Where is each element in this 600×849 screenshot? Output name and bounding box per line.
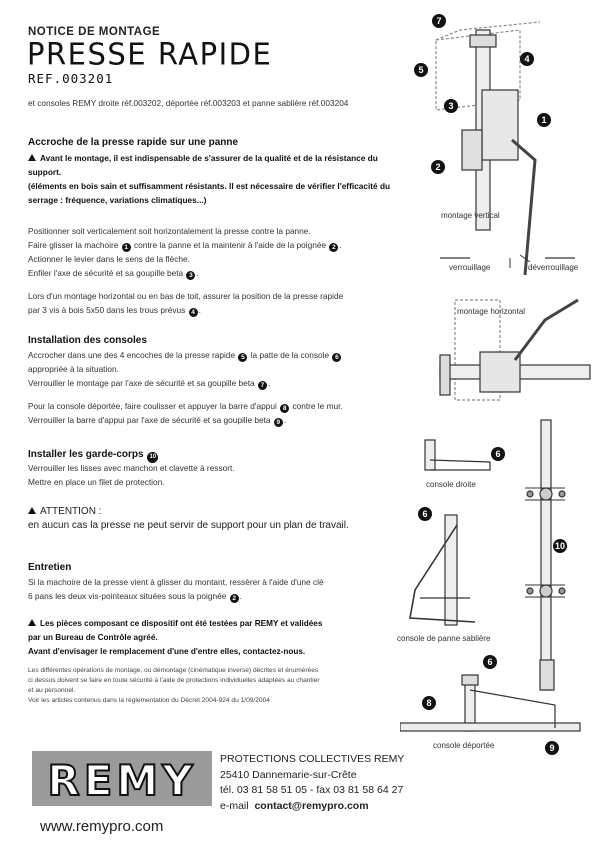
number-badge: 4: [189, 308, 198, 317]
section-accroche-steps: [28, 224, 408, 317]
warning-icon: [28, 619, 36, 626]
company-phone: tél. 03 81 58 51 05 - fax 03 81 58 64 27: [220, 784, 404, 796]
section-title-accroche: Accroche de la presse rapide sur une panne: [28, 137, 239, 148]
caption-deverrouillage: déverrouillage: [528, 263, 579, 272]
step-line: Mettre en place un filet de protection.: [28, 477, 165, 487]
tested-line: Les pièces composant ce dispositif ont été testées par REMY et validées: [28, 617, 408, 631]
tested-line: par un Bureau de Contrôle agréé.: [28, 633, 158, 642]
step-line: 6 pans les deux vis-pointeaux situées sous la poignée 2 .: [28, 591, 242, 602]
step-line: par 3 vis à bois 5x50 dans les trous prévus 4 .: [28, 305, 201, 316]
number-badge: 9: [274, 418, 283, 427]
warning-text-2: (éléments en bois sain et suffisamment résistants. Il est nécessaire de vérifier l'efficacité du serrage : fréquence, variations climatiques...): [28, 181, 391, 205]
number-badge: 5: [238, 353, 247, 362]
small-line: Voir les articles contenus dans la réglementation du Décret 2004-924 du 1/09/2004: [28, 697, 270, 704]
section-title-entretien: Entretien: [28, 562, 72, 573]
subtitle: et consoles REMY droite réf.003202, déportée réf.003203 et panne sablière réf.003204: [28, 98, 349, 108]
email-link[interactable]: contact@remypro.com: [254, 799, 369, 812]
step-line: Lors d'un montage horizontal ou en bas de toit, assurer la position de la presse rapide: [28, 291, 344, 301]
page-title: PRESSE RAPIDE: [27, 36, 273, 72]
step-line: Verrouiller les lisses avec manchon et clavette à ressort.: [28, 463, 235, 473]
step-line: Accrocher dans une des 4 encoches de la presse rapide 5 la patte de la console 6: [28, 348, 408, 362]
attention-text: en aucun cas la presse ne peut servir de support pour un plan de travail.: [28, 520, 349, 531]
warning-icon: [28, 154, 36, 161]
step-line: Pour la console déportée, faire coulisser et appuyer la barre d'appui 8 contre le mur.: [28, 401, 343, 412]
callout-6b: 6: [418, 507, 432, 521]
section-title-gardecorps: Installer les garde-corps 10: [28, 449, 159, 463]
company-name: PROTECTIONS COLLECTIVES REMY: [220, 753, 405, 765]
step-line: Verrouiller le montage par l'axe de sécurité et sa goupille beta 7 .: [28, 378, 271, 389]
callout-5: 5: [414, 63, 428, 77]
caption-console-deportee: console déportée: [433, 741, 495, 750]
callout-9: 9: [545, 741, 559, 755]
step-line: Positionner soit verticalement soit horizontalement la presse contre la panne.: [28, 226, 311, 236]
website-link[interactable]: www.remypro.com: [40, 818, 164, 835]
number-badge: 6: [332, 353, 341, 362]
console-panne-drawing: [410, 515, 475, 625]
reference-number: REF.003201: [28, 71, 114, 86]
caption-verrouillage: verrouillage: [449, 263, 491, 272]
small-print: [28, 666, 408, 706]
step-line: appropriée à la situation.: [28, 364, 119, 374]
attention-title: ATTENTION :: [28, 505, 349, 519]
contact-block: [220, 752, 404, 814]
number-badge: 8: [280, 404, 289, 413]
small-line: et au personnel.: [28, 687, 76, 694]
caption-montage-vertical: montage vertical: [441, 211, 500, 220]
caption-montage-horizontal: montage horizontal: [457, 307, 526, 316]
garde-corps-drawing: [525, 420, 565, 690]
small-line: Les différentes opérations de montage, ou démontage (cinématique inverse) décrites et énumérées: [28, 667, 319, 674]
section-gardecorps: [28, 461, 408, 489]
callout-6: 6: [491, 447, 505, 461]
console-droite-drawing: [425, 440, 490, 470]
section-testees: [28, 617, 408, 659]
number-badge: 3: [186, 271, 195, 280]
technical-illustrations: [400, 10, 600, 760]
callout-1: 1: [537, 113, 551, 127]
callout-4: 4: [520, 52, 534, 66]
callout-2: 2: [431, 160, 445, 174]
tested-line: Avant d'envisager le remplacement d'une d'entre elles, contactez-nous.: [28, 647, 306, 656]
step-line: Actionner le levier dans le sens de la flèche.: [28, 254, 190, 264]
small-line: ci dessus doivent se faire en toute sécurité à l'aide de protections individuelles adaptées au chantier: [28, 677, 320, 684]
warning-icon: [28, 507, 36, 514]
step-line: Verrouiller la barre d'appui par l'axe de sécurité et sa goupille beta 9 .: [28, 415, 287, 426]
number-badge: 10: [147, 452, 158, 463]
montage-vertical-drawing: [436, 22, 575, 275]
callout-8: 8: [422, 696, 436, 710]
caption-console-panne: console de panne sablière: [397, 634, 491, 643]
section-consoles: [28, 348, 408, 427]
section-accroche: [28, 151, 398, 207]
remy-logo: [32, 751, 212, 806]
warning-text-1: Avant le montage, il est indispensable de s'assurer de la qualité et de la résistance du support.: [28, 153, 378, 177]
number-badge: 2: [230, 594, 239, 603]
step-line: Si la machoire de la presse vient à glisser du montant, ressèrer à l'aide d'une clé: [28, 577, 324, 587]
attention-block: [28, 505, 349, 533]
logo-text: REMY: [47, 756, 197, 805]
step-line: Enfiler l'axe de sécurité et sa goupille beta 3 .: [28, 268, 199, 279]
callout-6c: 6: [483, 655, 497, 669]
company-email-row: e-mail contact@remypro.com: [220, 799, 369, 812]
number-badge: 7: [258, 381, 267, 390]
caption-console-droite: console droite: [426, 480, 476, 489]
callout-7: 7: [432, 14, 446, 28]
callout-10: 10: [554, 541, 565, 551]
callout-3: 3: [444, 99, 458, 113]
company-address: 25410 Dannemarie-sur-Crête: [220, 768, 357, 781]
step-line: Faire glisser la machoire 1 contre la panne et la maintenir à l'aide de la poignée 2 .: [28, 240, 342, 251]
number-badge: 1: [122, 243, 131, 252]
remy-logo-graphic: [32, 751, 212, 806]
section-entretien: [28, 575, 408, 603]
section-title-consoles: Installation des consoles: [28, 335, 147, 346]
number-badge: 2: [329, 243, 338, 252]
warning-paragraph: [28, 151, 398, 179]
notice-label: NOTICE DE MONTAGE: [28, 26, 161, 38]
